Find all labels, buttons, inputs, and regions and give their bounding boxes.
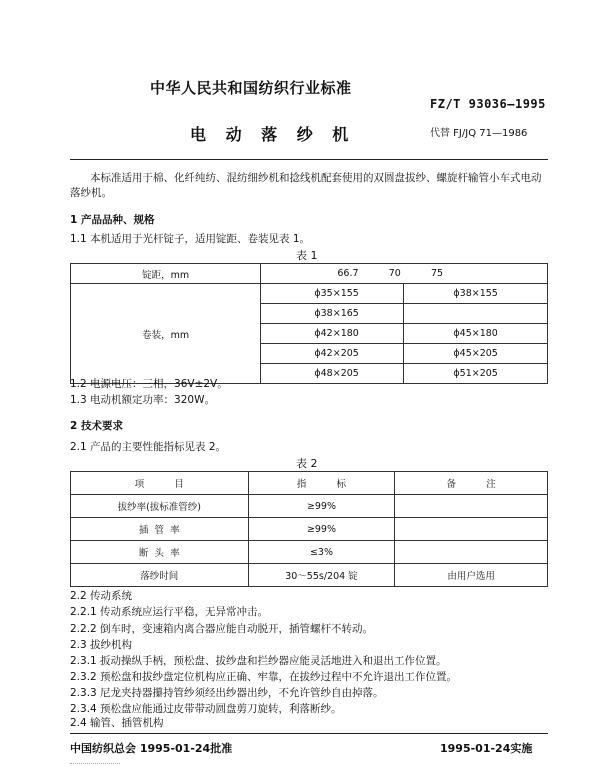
approval-date: 中国纺织总会 1995-01-24批准 bbox=[70, 742, 233, 755]
table-cell bbox=[404, 304, 548, 324]
table-cell: 落纱时间 bbox=[71, 564, 249, 587]
table-cell bbox=[395, 495, 548, 518]
table-cell: ϕ42×205 bbox=[261, 344, 404, 364]
clause-2-2-2: 2.2.2 倒车时，变速箱内离合器应能自动脱开，插管螺杆不转动。 bbox=[70, 623, 374, 635]
document-title: 电 动 落 纱 机 bbox=[190, 125, 356, 144]
clause-2-1: 2.1 产品的主要性能指标见表 2。 bbox=[70, 441, 227, 453]
table-cell: 插 管 率 bbox=[71, 518, 249, 541]
table-1-caption: 表 1 bbox=[296, 249, 318, 262]
table-cell: ϕ38×155 bbox=[404, 284, 548, 304]
pitch-values: 66.7 70 75 bbox=[261, 264, 548, 284]
table-header-row bbox=[71, 472, 548, 495]
clause-2-2: 2.2 传动系统 bbox=[70, 590, 133, 602]
clause-2-3: 2.3 拔纱机构 bbox=[70, 639, 133, 651]
section-1-heading: 1 产品品种、规格 bbox=[70, 214, 155, 226]
table-cell: ϕ35×155 bbox=[261, 284, 404, 304]
table-cell: 30～55s/204 锭 bbox=[248, 564, 395, 587]
clause-2-3-4: 2.3.4 预松盘应能通过皮带带动圆盘剪刀旋转，利落断纱。 bbox=[70, 703, 342, 715]
table-cell: ϕ38×165 bbox=[261, 304, 404, 324]
table-cell: ≤3% bbox=[248, 541, 395, 564]
clause-1-2: 1.2 电源电压：三相，36V±2V。 bbox=[70, 378, 228, 390]
clause-2-3-1: 2.3.1 扳动操纵手柄，预松盘、拔纱盘和拦纱器应能灵活地进入和退出工作位置。 bbox=[70, 655, 447, 667]
table-row bbox=[71, 495, 548, 518]
clause-2-3-3: 2.3.3 尼龙夹持器攥持管纱须经出纱器出纱，不允许管纱自由掉落。 bbox=[70, 687, 384, 699]
table-row bbox=[71, 284, 548, 304]
table-cell: ϕ51×205 bbox=[404, 364, 548, 384]
column-header: 项 目 bbox=[71, 472, 249, 495]
table-row bbox=[71, 264, 548, 284]
column-header: 备 注 bbox=[395, 472, 548, 495]
clause-1-1: 1.1 本机适用于光杆锭子，适用锭距、卷装见表 1。 bbox=[70, 233, 311, 245]
section-2-heading: 2 技术要求 bbox=[70, 420, 123, 432]
clause-2-4: 2.4 输管、插管机构 bbox=[70, 717, 164, 729]
table-row bbox=[71, 564, 548, 587]
table-cell: ≥99% bbox=[248, 495, 395, 518]
intro-line-2: 落纱机。 bbox=[70, 187, 112, 199]
table-cell: 由用户选用 bbox=[395, 564, 548, 587]
implementation-date: 1995-01-24实施 bbox=[440, 742, 533, 755]
table-cell: ϕ42×180 bbox=[261, 324, 404, 344]
table-cell: 断 头 率 bbox=[71, 541, 249, 564]
table-cell: ϕ45×180 bbox=[404, 324, 548, 344]
clause-2-3-2: 2.3.2 预松盘和拔纱盘定位机构应正确、牢靠，在拔纱过程中不允许退出工作位置。 bbox=[70, 671, 458, 683]
table-cell bbox=[395, 518, 548, 541]
table-row bbox=[71, 541, 548, 564]
replaces-note: 代替 FJ/JQ 71—1986 bbox=[430, 128, 528, 139]
table-cell bbox=[395, 541, 548, 564]
column-header: 指 标 bbox=[248, 472, 395, 495]
table-cell: ϕ45×205 bbox=[404, 344, 548, 364]
table-2 bbox=[70, 471, 548, 587]
table-2-caption: 表 2 bbox=[296, 457, 318, 470]
standard-number: FZ/T 93036—1995 bbox=[430, 97, 546, 111]
clause-2-2-1: 2.2.1 传动系统应运行平稳，无异常冲击。 bbox=[70, 606, 269, 618]
package-label: 卷装，mm bbox=[71, 284, 261, 384]
issuing-organization: 中华人民共和国纺织行业标准 bbox=[150, 79, 352, 97]
clause-1-3: 1.3 电动机额定功率：320W。 bbox=[70, 394, 215, 406]
table-1 bbox=[70, 263, 548, 384]
table-cell: ≥99% bbox=[248, 518, 395, 541]
intro-line-1: 本标准适用于棉、化纤纯纺、混纺细纱机和捻线机配套使用的双圆盘拔纱、螺旋杆输管小车式电动 bbox=[90, 172, 542, 184]
header-divider bbox=[70, 159, 548, 160]
pitch-label: 锭距，mm bbox=[71, 264, 261, 284]
table-cell: ϕ48×205 bbox=[261, 364, 404, 384]
page-edge-mark bbox=[70, 763, 120, 765]
table-cell: 拔纱率(拔标准管纱) bbox=[71, 495, 249, 518]
table-row bbox=[71, 518, 548, 541]
footer-divider bbox=[70, 733, 548, 734]
